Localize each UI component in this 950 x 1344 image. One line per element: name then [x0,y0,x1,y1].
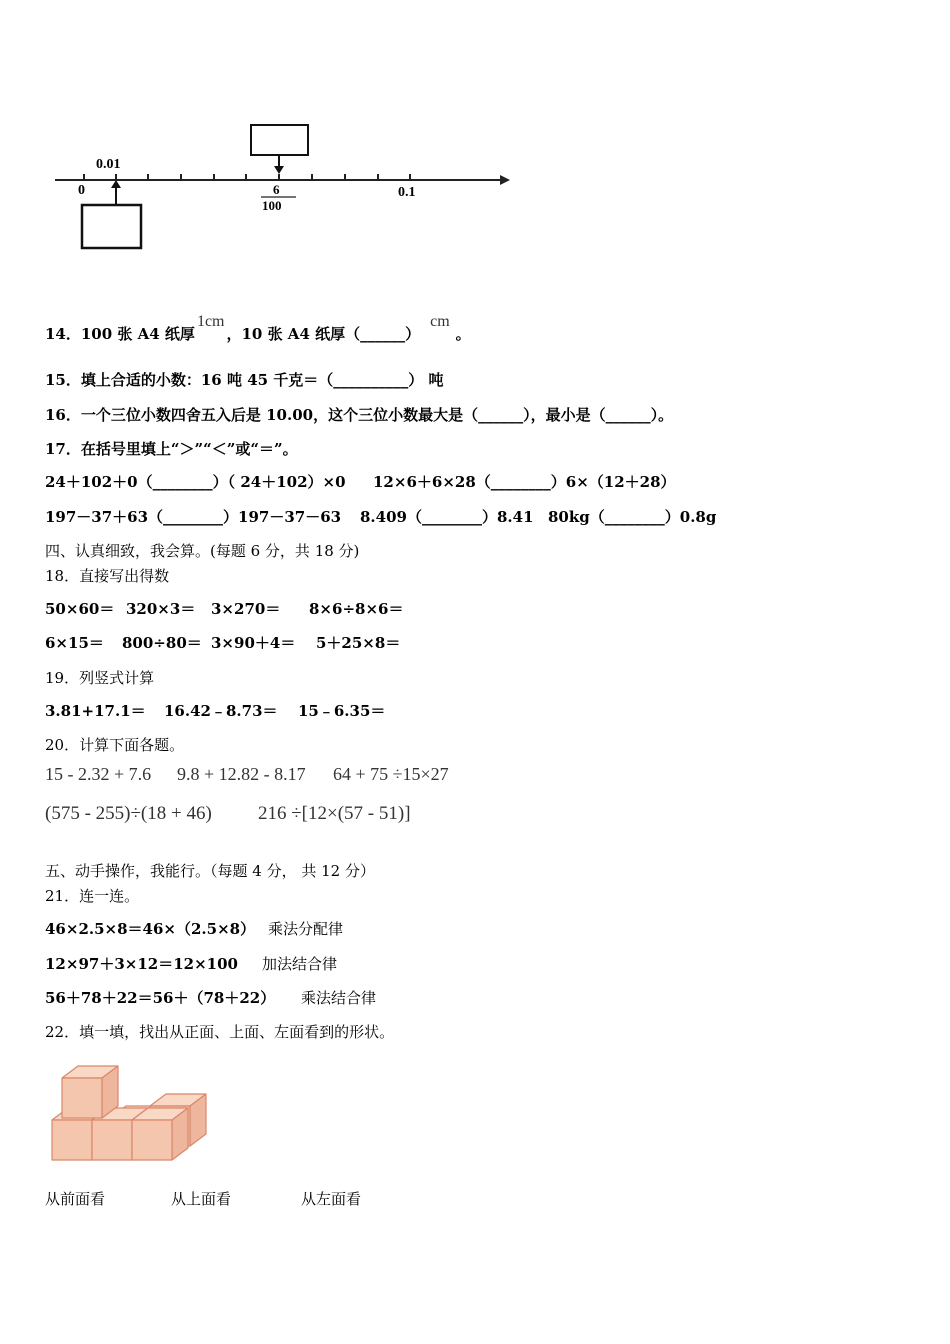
cube-stack-figure [48,1052,208,1170]
nl-label-0: 0 [78,183,85,198]
q14-unit2: cm [430,313,450,330]
view-front-label: 从前面看 [45,1190,106,1208]
q19-item1: 3.81+17.1＝ [45,702,146,720]
q18-r2-c3: 3×90＋4＝ [211,634,296,652]
nl-label-001: 0.01 [96,157,121,172]
q14-text1: 14．100 张 A4 纸厚 [45,325,195,343]
q14-unit1: 1cm [196,313,225,330]
q17-row2-item2: 8.409（________）8.41 [360,508,534,526]
q18-title: 18．直接写出得数 [45,567,170,585]
q21-left-3: 56＋78＋22＝56＋（78＋22） [45,989,276,1007]
section5-heading: 五、动手操作，我能行。（每题 4 分， 共 12 分） [45,862,375,880]
nl-frac-den: 100 [262,198,282,213]
q21-right-3: 乘法结合律 [301,989,377,1007]
q17-row2-item1: 197－37＋63（________）197－37－63 [45,508,342,526]
q21-title: 21．连一连。 [45,887,140,905]
view-top-label: 从上面看 [171,1190,232,1208]
q21-left-2: 12×97＋3×12＝12×100 [45,955,238,973]
q17-title: 17．在括号里填上“＞”“＜”或“＝”。 [45,440,298,458]
q18-r2-c1: 6×15＝ [45,634,104,652]
q20-r1-c1: 15 - 2.32 + 7.6 [45,764,152,784]
nl-label-01: 0.1 [398,185,416,200]
q14-end: 。 [455,325,471,343]
q20-r1-c2: 9.8 + 12.82 - 8.17 [177,764,306,784]
q21-right-2: 加法结合律 [262,955,338,973]
q21-left-1: 46×2.5×8＝46×（2.5×8） [45,920,256,938]
q20-r1-c3: 64 + 75 ÷15×27 [333,764,449,784]
q22-title: 22．填一填，找出从正面、上面、左面看到的形状。 [45,1023,395,1041]
q18-r1-c3: 3×270＝ [211,600,281,618]
q20-title: 20．计算下面各题。 [45,736,185,754]
q15-line: 15．填上合适的小数：16 吨 45 千克＝（__________） 吨 [45,371,444,389]
q20-r2-c1: (575 - 255)÷(18 + 46) [45,803,212,824]
q19-item3: 15﹣6.35＝ [298,702,386,720]
q17-row2-item3: 80kg（________）0.8g [548,508,717,526]
q17-row1-item2: 12×6＋6×28（________）6×（12＋28） [373,473,676,491]
q18-r2-c2: 800÷80＝ [122,634,202,652]
number-line-figure [50,118,520,258]
q16-line: 16．一个三位小数四舍五入后是 10.00，这个三位小数最大是（______），最小是（______）。 [45,406,674,424]
q18-r2-c4: 5＋25×8＝ [316,634,401,652]
answer-box-top [251,125,308,155]
nl-frac-num: 6 [273,182,280,197]
q14-line [45,313,471,344]
q17-row1-item1: 24＋102＋0（________）（ 24＋102）×0 [45,473,346,491]
q18-r1-c1: 50×60＝ [45,600,115,618]
q21-right-1: 乘法分配律 [268,920,344,938]
q20-r2-c2: 216 ÷[12×(57 - 51)] [258,803,411,824]
section4-heading: 四、认真细致，我会算。(每题 6 分，共 18 分) [45,542,360,560]
answer-box-bottom [82,205,141,248]
q18-r1-c4: 8×6÷8×6＝ [309,600,404,618]
q14-text2: ，10 张 A4 纸厚（______） [226,325,421,343]
q19-item2: 16.42﹣8.73＝ [164,702,278,720]
view-left-label: 从左面看 [301,1190,362,1208]
q19-title: 19．列竖式计算 [45,669,155,687]
q18-r1-c2: 320×3＝ [126,600,196,618]
